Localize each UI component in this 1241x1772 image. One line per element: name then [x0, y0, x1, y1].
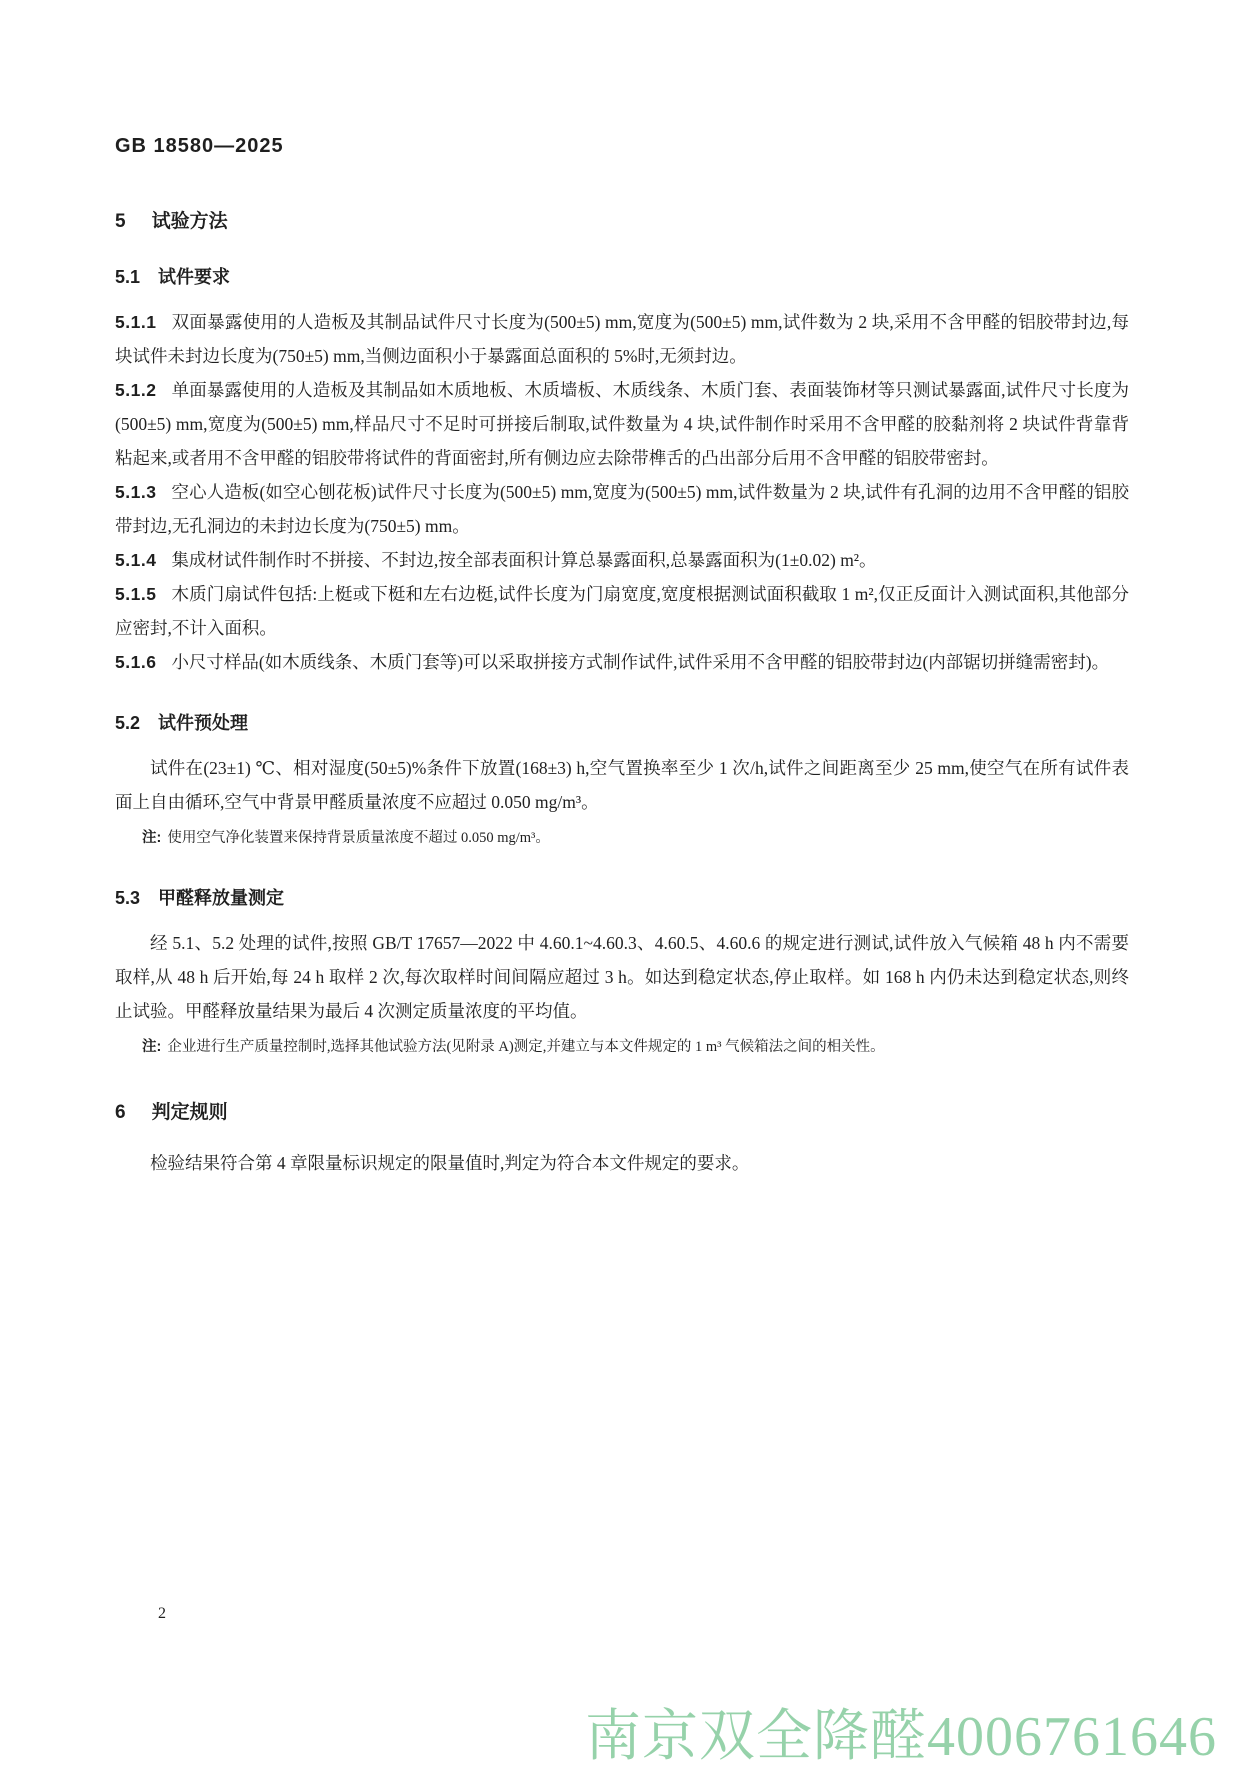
clause-5-1-1-number: 5.1.1 [115, 312, 157, 332]
page-number: 2 [158, 1605, 166, 1622]
section-5-2-note [142, 822, 1129, 854]
vendor-watermark: 南京双全降醛4006761646 [585, 1706, 1217, 1768]
clause-5-1-3 [115, 475, 1129, 543]
section-5-2-heading [115, 709, 1129, 735]
section-5-3-heading [115, 884, 1129, 910]
page-content [115, 135, 1129, 1180]
note-label: 注: [142, 830, 162, 846]
section-5-1-heading [115, 263, 1129, 289]
section-5-3-note [142, 1031, 1129, 1063]
clause-5-1-6-text: 小尺寸样品(如木质线条、木质门套等)可以采取拼接方式制作试件,试件采用不含甲醛的铝胶带封边(内部锯切拼缝需密封)。 [171, 652, 1110, 672]
clause-5-1-1 [115, 305, 1129, 373]
clause-5-1-5-number: 5.1.5 [115, 584, 157, 604]
clause-5-1-4 [115, 543, 1129, 577]
clause-5-1-3-number: 5.1.3 [115, 482, 157, 502]
clause-5-1-6-number: 5.1.6 [115, 652, 157, 672]
doc-number: GB 18580—2025 [115, 135, 284, 157]
section-5-number: 5 [115, 211, 126, 232]
section-6-number: 6 [115, 1102, 126, 1123]
clause-5-1-4-text: 集成材试件制作时不拼接、不封边,按全部表面积计算总暴露面积,总暴露面积为(1±0.02) m²。 [171, 550, 877, 570]
note-label: 注: [142, 1039, 162, 1055]
section-5-title: 试验方法 [151, 211, 228, 232]
section-5-3-title: 甲醛释放量测定 [158, 888, 285, 908]
section-5-1-title: 试件要求 [158, 267, 231, 287]
note-text: 使用空气净化装置来保持背景质量浓度不超过 0.050 mg/m³。 [167, 830, 550, 846]
section-5-3-number: 5.3 [115, 888, 141, 908]
clause-5-1-5-text: 木质门扇试件包括:上梃或下梃和左右边梃,试件长度为门扇宽度,宽度根据测试面积截取 1 m²,仅正反面计入测试面积,其他部分应密封,不计入面积。 [115, 584, 1129, 638]
section-5-2-number: 5.2 [115, 713, 141, 733]
clause-5-1-2-text: 单面暴露使用的人造板及其制品如木质地板、木质墙板、木质线条、木质门套、表面装饰材等只测试暴露面,试件尺寸长度为(500±5) mm,宽度为(500±5) mm,样品尺寸不足时可拼接后制取,试件数量为 4 块,试件制作时采用不含甲醛的胶黏剂将 2 块试件背靠背粘起来,或者用不含甲醛的铝胶带将试件的背面密封,所有侧边应去除带榫舌的凸出部分后用不含甲醛的铝胶带密封。 [115, 380, 1129, 468]
section-5-1-number: 5.1 [115, 267, 141, 287]
clause-5-1-2-number: 5.1.2 [115, 380, 157, 400]
section-6-title: 判定规则 [151, 1102, 228, 1123]
section-5-2-paragraph: 试件在(23±1) ℃、相对湿度(50±5)%条件下放置(168±3) h,空气置换率至少 1 次/h,试件之间距离至少 25 mm,使空气在所有试件表面上自由循环,空气中背景甲醛质量浓度不应超过 0.050 mg/m³。 [115, 758, 1129, 812]
clause-5-1-3-text: 空心人造板(如空心刨花板)试件尺寸长度为(500±5) mm,宽度为(500±5) mm,试件数量为 2 块,试件有孔洞的边用不含甲醛的铝胶带封边,无孔洞边的未封边长度为(750±5) mm。 [115, 482, 1129, 536]
section-6-paragraph: 检验结果符合第 4 章限量标识规定的限量值时,判定为符合本文件规定的要求。 [150, 1153, 750, 1173]
section-5-2-title: 试件预处理 [158, 713, 249, 733]
clause-5-1-5 [115, 577, 1129, 645]
section-5-heading [115, 206, 1129, 233]
clause-5-1-4-number: 5.1.4 [115, 550, 157, 570]
section-6-heading [115, 1097, 1129, 1124]
clause-5-1-1-text: 双面暴露使用的人造板及其制品试件尺寸长度为(500±5) mm,宽度为(500±5) mm,试件数为 2 块,采用不含甲醛的铝胶带封边,每块试件未封边长度为(750±5) mm,当侧边面积小于暴露面总面积的 5%时,无须封边。 [115, 312, 1129, 366]
clause-5-1-6 [115, 645, 1129, 679]
note-text: 企业进行生产质量控制时,选择其他试验方法(见附录 A)测定,并建立与本文件规定的 1 m³ 气候箱法之间的相关性。 [167, 1039, 885, 1055]
section-5-3-paragraph: 经 5.1、5.2 处理的试件,按照 GB/T 17657—2022 中 4.60.1~4.60.3、4.60.5、4.60.6 的规定进行测试,试件放入气候箱 48 h 内不需要取样,从 48 h 后开始,每 24 h 取样 2 次,每次取样时间间隔应超过 3 h。如达到稳定状态,停止取样。如 168 h 内仍未达到稳定状态,则终止试验。甲醛释放量结果为最后 4 次测定质量浓度的平均值。 [115, 933, 1129, 1021]
clause-5-1-2 [115, 373, 1129, 475]
